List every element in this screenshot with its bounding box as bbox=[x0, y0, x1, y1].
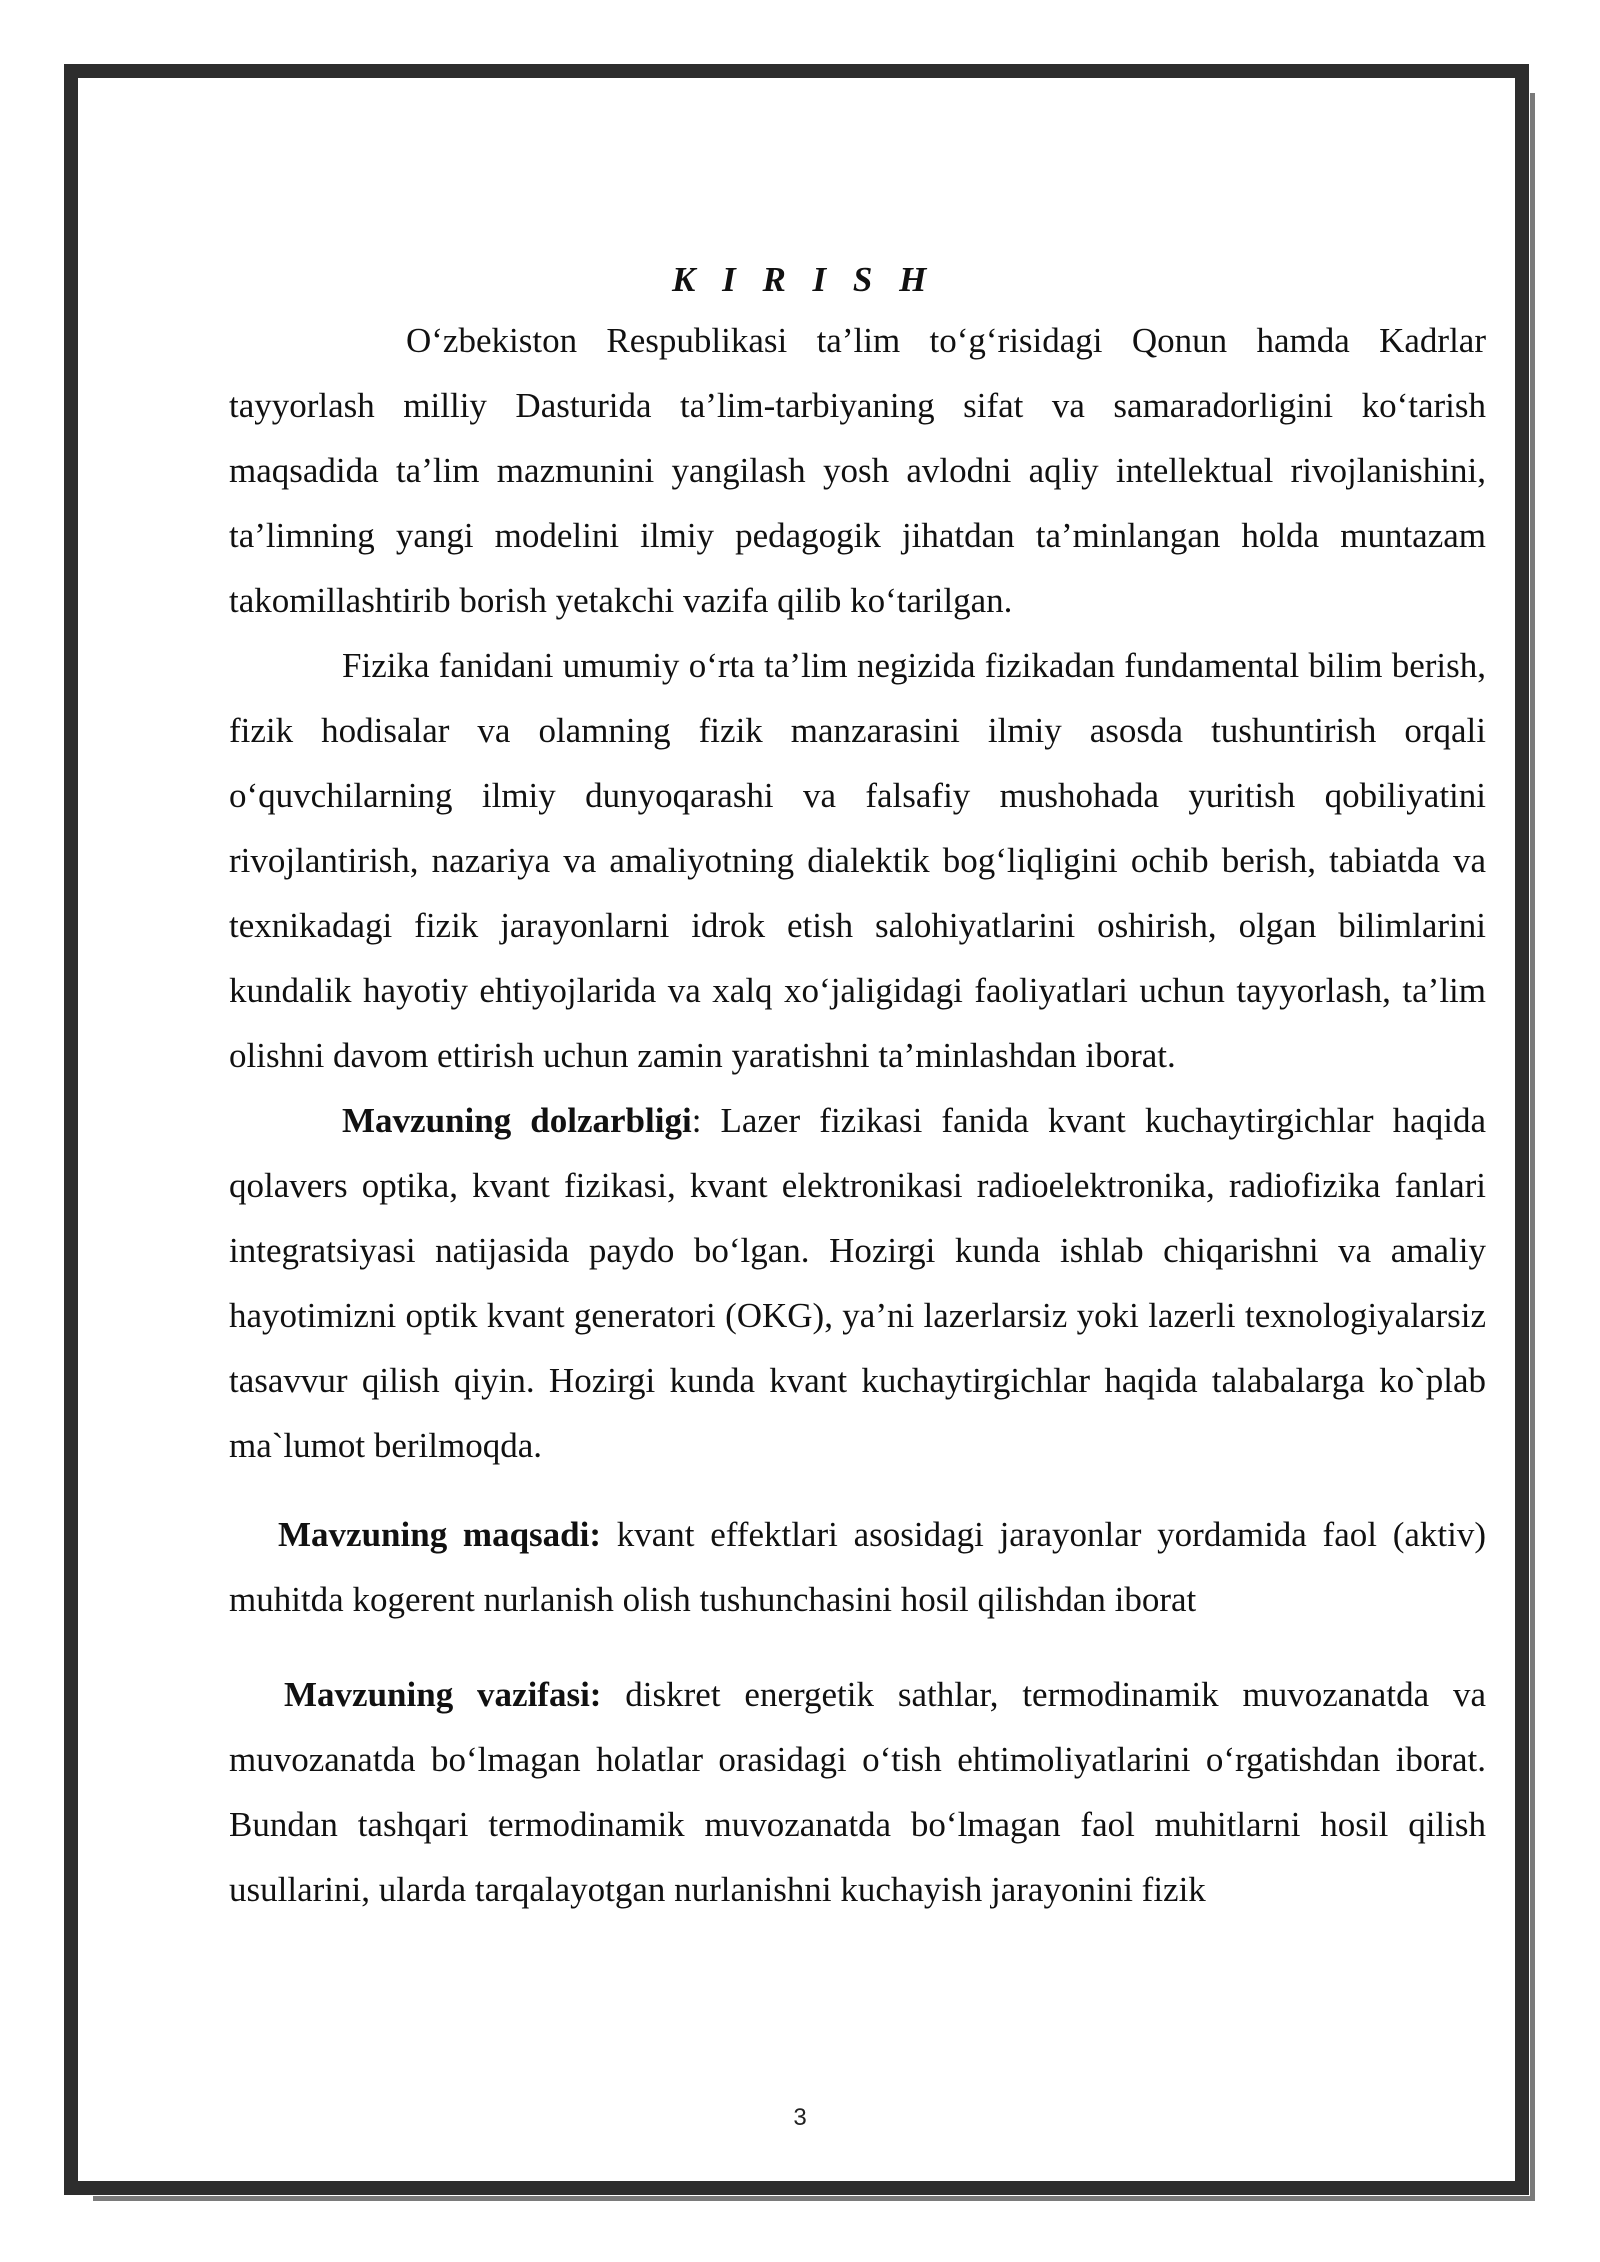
goal-paragraph bbox=[229, 1502, 1486, 1632]
task-paragraph bbox=[229, 1662, 1486, 1922]
page-title: K I R I S H bbox=[672, 260, 936, 299]
relevance-paragraph bbox=[229, 1088, 1486, 1478]
document-body bbox=[229, 252, 1486, 1922]
task-label: Mavzuning vazifasi: bbox=[284, 1675, 602, 1714]
relevance-label: Mavzuning dolzarbligi bbox=[342, 1101, 692, 1140]
page-number: 3 bbox=[793, 2104, 807, 2131]
relevance-text: : Lazer fizikasi fanida kvant kuchaytirgichlar haqida qolavers optika, kvant fizikasi, kvant elektronikasi radioelektronika, radiofizika fanlari integratsiyasi natijasida paydo bo‘lgan. Hozirgi kunda ishlab chiqarishni va amaliy hayotimizni optik kvant generatori (OKG), ya’ni lazerlarsiz yoki lazerli texnologiyalarsiz tasavvur qilish qiyin. Hozirgi kunda kvant kuchaytirgichlar haqida talabalarga ko`plab ma`lumot berilmoqda. bbox=[229, 1101, 1486, 1465]
goal-text: kvant effektlari asosidagi jarayonlar yordamida faol (aktiv) muhitda kogerent nurlanish olish tushunchasini hosil qilishdan iborat bbox=[229, 1515, 1486, 1619]
physics-paragraph: Fizika fanidani umumiy o‘rta ta’lim negizida fizikadan fundamental bilim berish, fizik hodisalar va olamning fizik manzarasini ilmiy asosda tushuntirish orqali o‘quvchilarning ilmiy dunyoqarashi va falsafiy mushohada yuritish qobiliyatini rivojlantirish, nazariya va amaliyotning dialektik bog‘liqligini ochib berish, tabiatda va texnikadagi fizik jarayonlarni idrok etish salohiyatlarini oshirish, olgan bilimlarini kundalik hayotiy ehtiyojlarida va xalq xo‘jaligidagi faoliyatlari uchun tayyorlash, ta’lim olishni davom ettirish uchun zamin yaratishni ta’minlashdan iborat. bbox=[229, 646, 1486, 1075]
goal-label: Mavzuning maqsadi: bbox=[278, 1515, 602, 1554]
task-text: diskret energetik sathlar, termodinamik muvozanatda va muvozanatda bo‘lmagan holatlar orasidagi o‘tish ehtimoliyatlarini o‘rgatishdan iborat. Bundan tashqari termodinamik muvozanatda bo‘lmagan faol muhitlarni hosil qilish usullarini, ularda tarqalayotgan nurlanishni kuchayish jarayonini fizik bbox=[229, 1675, 1486, 1909]
intro-paragraph: O‘zbekiston Respublikasi ta’lim to‘g‘risidagi Qonun hamda Kadrlar tayyorlash milliy Dasturida ta’lim-tarbiyaning sifat va samaradorligini ko‘tarish maqsadida ta’lim mazmunini yangilash yosh avlodni aqliy intellektual rivojlanishini, ta’limning yangi modelini ilmiy pedagogik jihatdan ta’minlangan holda muntazam takomillashtirib borish yetakchi vazifa qilib ko‘tarilgan. bbox=[229, 321, 1486, 620]
